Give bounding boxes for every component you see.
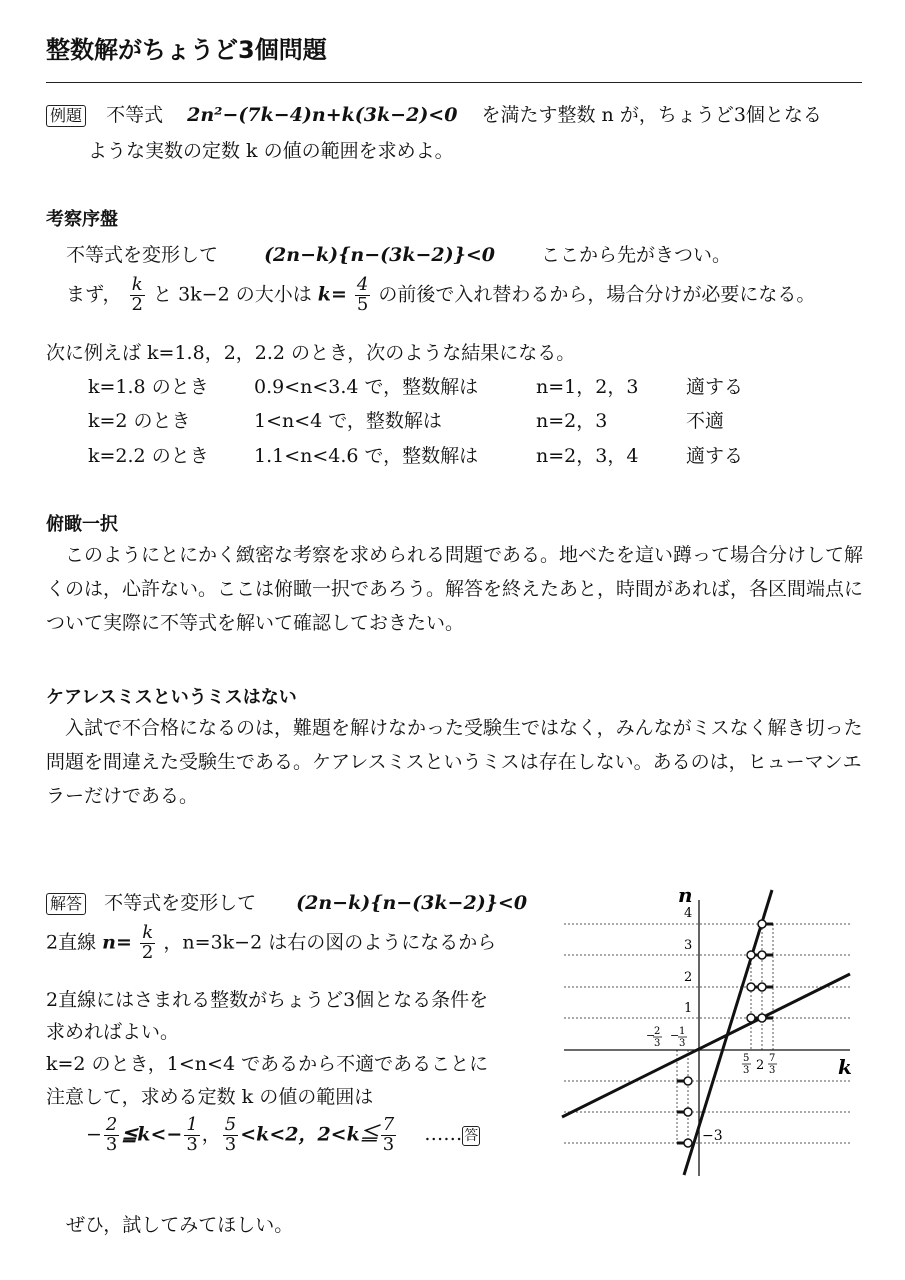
answer-text-a: 不等式を変形して <box>104 892 257 914</box>
example-tag: 例題 <box>46 105 86 127</box>
result-minus: − <box>86 1123 102 1146</box>
open-circle <box>758 1014 766 1022</box>
section2-paragraph: このようにとにかく緻密な考察を求められる問題である。地べたを這い蹲って場合分けして解くのは，心許ない。ここは俯瞰一択であろう。解答を終えたあと，時間があれば，各区間端点について実際に不等式を解いて確認しておきたい。 <box>46 544 864 634</box>
example-text-b: を満たす整数 n が，ちょうど3個となる <box>481 104 822 126</box>
n-axis-label: n <box>678 883 693 907</box>
answer-line-1 <box>46 888 527 915</box>
case-row-2-n: n=2，3 <box>536 410 608 432</box>
tick-2: 2 <box>756 1058 765 1073</box>
closing-line: ぜひ，試してみてほしい。 <box>66 1214 294 1236</box>
answer-mark: 答 <box>464 1128 479 1145</box>
open-circle <box>684 1139 692 1147</box>
answer-line-3: 2直線にはさまれる整数がちょうど3個となる条件を <box>46 989 489 1011</box>
section-heading-kousatsu: 考察序盤 <box>46 209 118 230</box>
case-row-1-range: 0.9<n<3.4 で，整数解は <box>254 376 479 398</box>
case-row-3-k: k=2.2 のとき <box>88 445 209 467</box>
tick-73-den: 3 <box>769 1065 776 1076</box>
fraction-5-over-3: $\frac{5}{3}$ <box>224 1114 237 1155</box>
case-row-1-verdict: 適する <box>686 376 744 398</box>
result-part-1: ≦k<− <box>121 1123 183 1146</box>
tick-53-den: 3 <box>743 1065 750 1076</box>
case-row-3-n: n=2，3，4 <box>536 445 639 467</box>
graph-figure <box>556 880 856 1180</box>
section3-paragraph: 入試で不合格になるのは，難題を解けなかった受験生ではなく，みんながミスなく解き切った問題を間違えた受験生である。ケアレスミスというミスは存在しない。あるのは，ヒューマンエラーだけである。 <box>46 717 863 807</box>
line-n-3k-2 <box>684 890 772 1175</box>
open-circle <box>758 920 766 928</box>
case-row-1-n: n=1，2，3 <box>536 376 639 398</box>
section1-line-2 <box>66 276 815 315</box>
fraction-7-over-3: $\frac{7}{3}$ <box>382 1114 395 1155</box>
answer-text-b: ，n=3k−2 は右の図のようになるから <box>163 931 497 954</box>
section1-line-3: 次に例えば k=1.8，2，2.2 のとき，次のような結果になる。 <box>46 342 576 364</box>
open-circle <box>758 951 766 959</box>
tick-neg13-den: 3 <box>679 1038 686 1049</box>
grid-lines <box>564 924 850 1143</box>
case-row-1-k: k=1.8 のとき <box>88 376 209 398</box>
result-part-2: <k<2，2<k≦ <box>240 1123 379 1146</box>
fraction-k-over-2-answer: $\frac{k}{2}$ <box>141 922 154 963</box>
section1-text-mazu: まず， <box>66 283 122 306</box>
answer-line-5: k=2 のとき，1<n<4 であるから不適であることに <box>46 1053 489 1075</box>
tick-label-1: 1 <box>684 1001 693 1016</box>
answer-two-lines: 2直線 <box>46 931 97 954</box>
open-circle <box>684 1077 692 1085</box>
fraction-k-over-2: $\frac{k}{2}$ <box>131 274 143 315</box>
tick-neg23-den: 3 <box>654 1038 661 1049</box>
section1-text-taisho: と 3k−2 の大小は <box>153 283 312 306</box>
tick-73-num: 7 <box>769 1053 776 1064</box>
open-circle <box>684 1108 692 1116</box>
tick-neg13-minus: − <box>670 1029 680 1042</box>
tick-label-neg3: −3 <box>702 1128 723 1144</box>
answer-tag: 解答 <box>46 893 86 915</box>
section-heading-fukan: 俯瞰一択 <box>46 514 118 535</box>
tick-label-4: 4 <box>684 906 693 921</box>
example-text-a: 不等式 <box>106 104 164 126</box>
tick-label-2: 2 <box>684 970 693 985</box>
case-row-3-verdict: 適する <box>686 445 744 467</box>
answer-n-equals: n= <box>102 931 132 954</box>
example-line-1 <box>46 100 822 127</box>
case-row-2-range: 1<n<4 で，整数解は <box>254 410 442 432</box>
open-circle <box>758 983 766 991</box>
tick-53-num: 5 <box>743 1053 750 1064</box>
result-comma: ， <box>201 1123 221 1146</box>
section-heading-careless: ケアレスミスというミスはない <box>46 687 297 708</box>
fraction-1-over-3: $\frac{1}{3}$ <box>186 1114 198 1155</box>
case-row-2-verdict: 不適 <box>686 410 725 432</box>
example-line-2: ような実数の定数 k の値の範囲を求めよ。 <box>88 140 454 162</box>
example-inequality: 2n²−(7k−4)n+k(3k−2)<0 <box>187 104 458 126</box>
page-title: 整数解がちょうど3個問題 <box>46 36 327 64</box>
fraction-2-over-3: $\frac{2}{3}$ <box>105 1114 118 1155</box>
open-circle <box>747 1014 755 1022</box>
section1-text-a: 不等式を変形して <box>66 244 219 266</box>
tick-neg23-num: 2 <box>654 1026 661 1037</box>
answer-result <box>86 1116 480 1155</box>
k-axis-label: k <box>838 1055 852 1079</box>
open-circles <box>684 920 766 1147</box>
section1-k-equals: k= <box>317 283 347 306</box>
open-circle <box>747 983 755 991</box>
answer-line-6: 注意して，求める定数 k の値の範囲は <box>46 1086 374 1108</box>
tick-label-3: 3 <box>684 938 693 953</box>
section1-factored: (2n−k){n−(3k−2)}<0 <box>264 244 495 266</box>
answer-line-2 <box>46 924 496 963</box>
section1-text-b: ここから先がきつい。 <box>541 244 732 266</box>
answer-factored: (2n−k){n−(3k−2)}<0 <box>296 892 528 914</box>
result-dots: …… <box>424 1123 463 1146</box>
case-row-2-k: k=2 のとき <box>88 410 191 432</box>
tick-neg23-minus: − <box>646 1029 656 1042</box>
title-rule <box>46 82 862 83</box>
case-row-3-range: 1.1<n<4.6 で，整数解は <box>254 445 479 467</box>
open-circle <box>747 951 755 959</box>
line-n-k-over-2 <box>562 974 850 1117</box>
fraction-4-over-5: $\frac{4}{5}$ <box>356 274 369 315</box>
section1-line-1 <box>66 240 731 267</box>
section1-text-c: の前後で入れ替わるから，場合分けが必要になる。 <box>378 283 816 306</box>
answer-line-4: 求めればよい。 <box>46 1021 180 1043</box>
tick-neg13-num: 1 <box>679 1026 686 1037</box>
